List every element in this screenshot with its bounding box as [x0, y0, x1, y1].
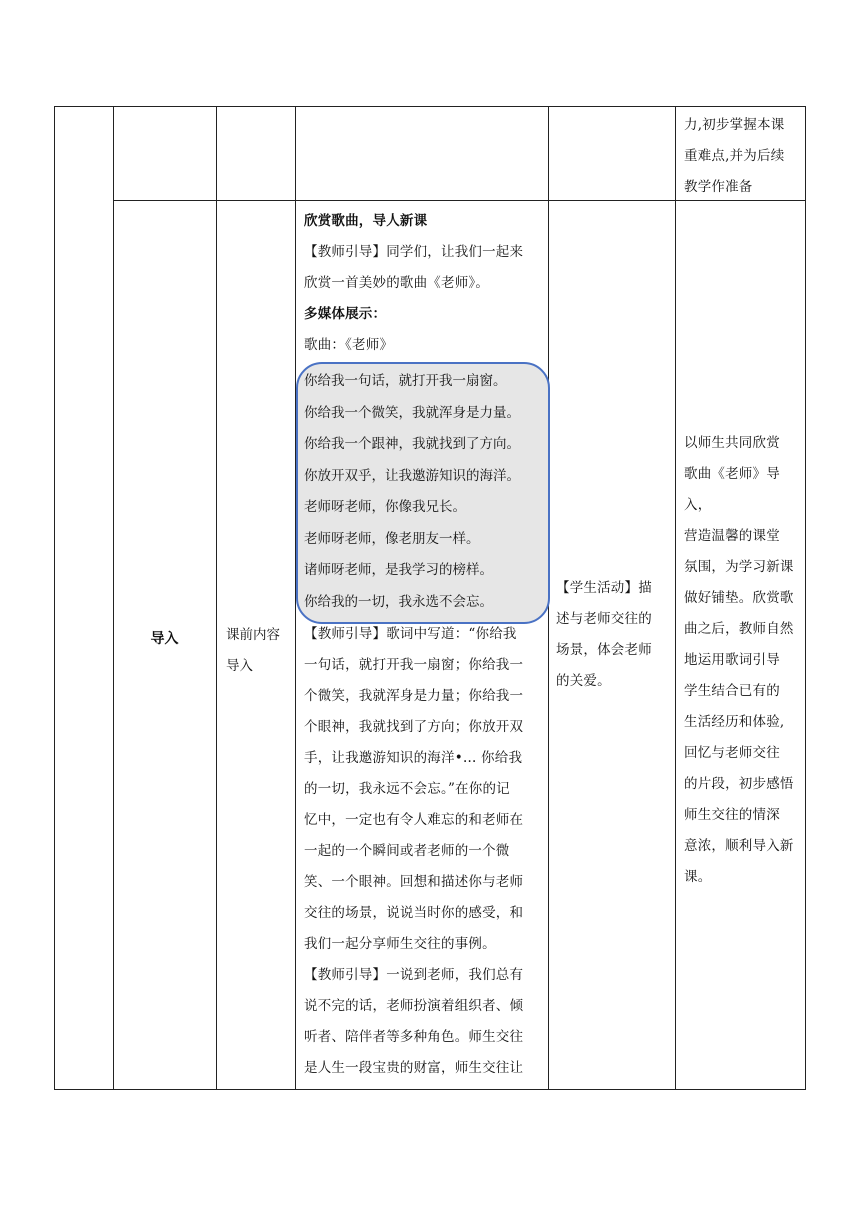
- lyric-line: 诸师呀老师，是我学习的榜样。: [304, 562, 493, 578]
- teacher-line: 笑、一个眼神。回想和描述你与老师: [304, 874, 524, 890]
- teacher-line: 的一切，我永远不会忘。”在你的记: [304, 781, 510, 797]
- teacher-line: 听者、陪伴者等多种角色。师生交往: [304, 1029, 524, 1045]
- student-activity: [556, 573, 674, 697]
- lyric-line: 你给我一个跟神，我就找到了方向。: [304, 436, 520, 452]
- teacher-line: 欣赏一首美妙的歌曲《老师》。: [304, 275, 490, 291]
- teacher-line: 我们一起分享师生交往的事例。: [304, 936, 496, 952]
- teacher-line: 是人生一段宝贵的财富，师生交往让: [304, 1060, 524, 1076]
- intent-line: 回忆与老师交往: [684, 745, 780, 761]
- lyric-line: 你给我的一切，我永选不会忘。: [304, 593, 493, 610]
- lyric-line: 你放开双乎，让我邀游知识的海洋。: [304, 467, 520, 484]
- student-line: 述与老师交往的: [556, 611, 652, 627]
- col-divider-1: [54, 106, 55, 1090]
- teacher-line: 个微笑，我就浑身是力量；你给我一: [304, 688, 524, 704]
- prev-intent-line: 力,初步掌握本课: [684, 117, 785, 133]
- prev-intent-line: 重难点,并为后续: [684, 148, 785, 164]
- teacher-line: 忆中，一定也有令人难忘的和老师在: [304, 812, 524, 828]
- intent-line: 生活经历和体验,: [684, 714, 785, 730]
- song-title: 歌曲：《老师》: [304, 337, 394, 353]
- intent-line: 歌曲《老师》导入，: [684, 466, 780, 513]
- lyrics-text: [304, 366, 554, 618]
- student-line: 【学生活动】描: [556, 580, 652, 596]
- lyric-line: 老师呀老师，你像我兄长。: [304, 499, 466, 515]
- teacher-line: 个眼神，我就找到了方向；你放开双: [304, 719, 524, 735]
- prev-design-intent: [684, 110, 802, 203]
- media-heading: 多媒体展示：: [304, 306, 387, 322]
- table-top-border: [54, 106, 806, 107]
- content-label: [226, 620, 296, 682]
- teacher-line: 【教师引导】同学们，让我们一起来: [304, 244, 524, 260]
- lyric-line: 你给我一句话，就打开我一扇窗。: [304, 373, 507, 389]
- col-divider-6: [675, 106, 676, 1090]
- teacher-line: 【教师引导】一说到老师，我们总有: [304, 967, 524, 983]
- design-intent: [684, 428, 802, 893]
- teacher-line: 【教师引导】歌词中写道：“你给我: [304, 626, 517, 642]
- student-line: 的关爱。: [556, 673, 611, 689]
- lyric-line: 老师呀老师，像老朋友一样。: [304, 530, 480, 547]
- col-divider-7: [805, 106, 806, 1090]
- intent-line: 营造温馨的课堂: [684, 528, 780, 544]
- intent-line: 地运用歌词引导: [684, 652, 780, 668]
- prev-intent-line: 教学作准备: [684, 179, 753, 195]
- teacher-activity-bottom: [304, 619, 546, 1084]
- content-line: 课前内容: [226, 627, 280, 643]
- teacher-line: 一起的一个瞬间或者老师的一个微: [304, 843, 510, 859]
- col-divider-3: [216, 106, 217, 1090]
- teacher-line: 说不完的话，老师扮演着组织者、倾: [304, 998, 524, 1014]
- intent-line: 氛围，为学习新课: [684, 559, 794, 575]
- intent-line: 意浓，顺利导入新: [684, 838, 794, 854]
- table-bottom-border: [54, 1089, 806, 1090]
- intent-line: 做好铺垫。欣赏歌: [684, 590, 794, 606]
- intent-line: 师生交往的情深: [684, 807, 780, 823]
- lyric-line: 你给我一个微笑，我就浑身是力量。: [304, 404, 520, 421]
- teacher-line: 交往的场景，说说当时你的感受，和: [304, 905, 524, 921]
- section-heading: 欣赏歌曲，导人新课: [304, 213, 428, 229]
- intent-line: 以师生共同欣赏: [684, 435, 780, 451]
- intent-line: 的片段，初步感悟: [684, 776, 794, 792]
- intent-line: 曲之后，教师自然: [684, 621, 794, 637]
- col-divider-2: [113, 106, 114, 1090]
- phase-label: 导入: [150, 631, 179, 647]
- teacher-line: 一句话，就打开我一扇窗；你给我一: [304, 657, 524, 673]
- student-line: 场景，体会老师: [556, 642, 652, 658]
- content-line: 导入: [226, 658, 253, 674]
- teacher-activity-top: [304, 206, 546, 361]
- intent-line: 课。: [684, 869, 712, 885]
- teacher-line: 手，让我邀游知识的海洋•… 你给我: [304, 750, 523, 766]
- intent-line: 学生结合已有的: [684, 683, 780, 699]
